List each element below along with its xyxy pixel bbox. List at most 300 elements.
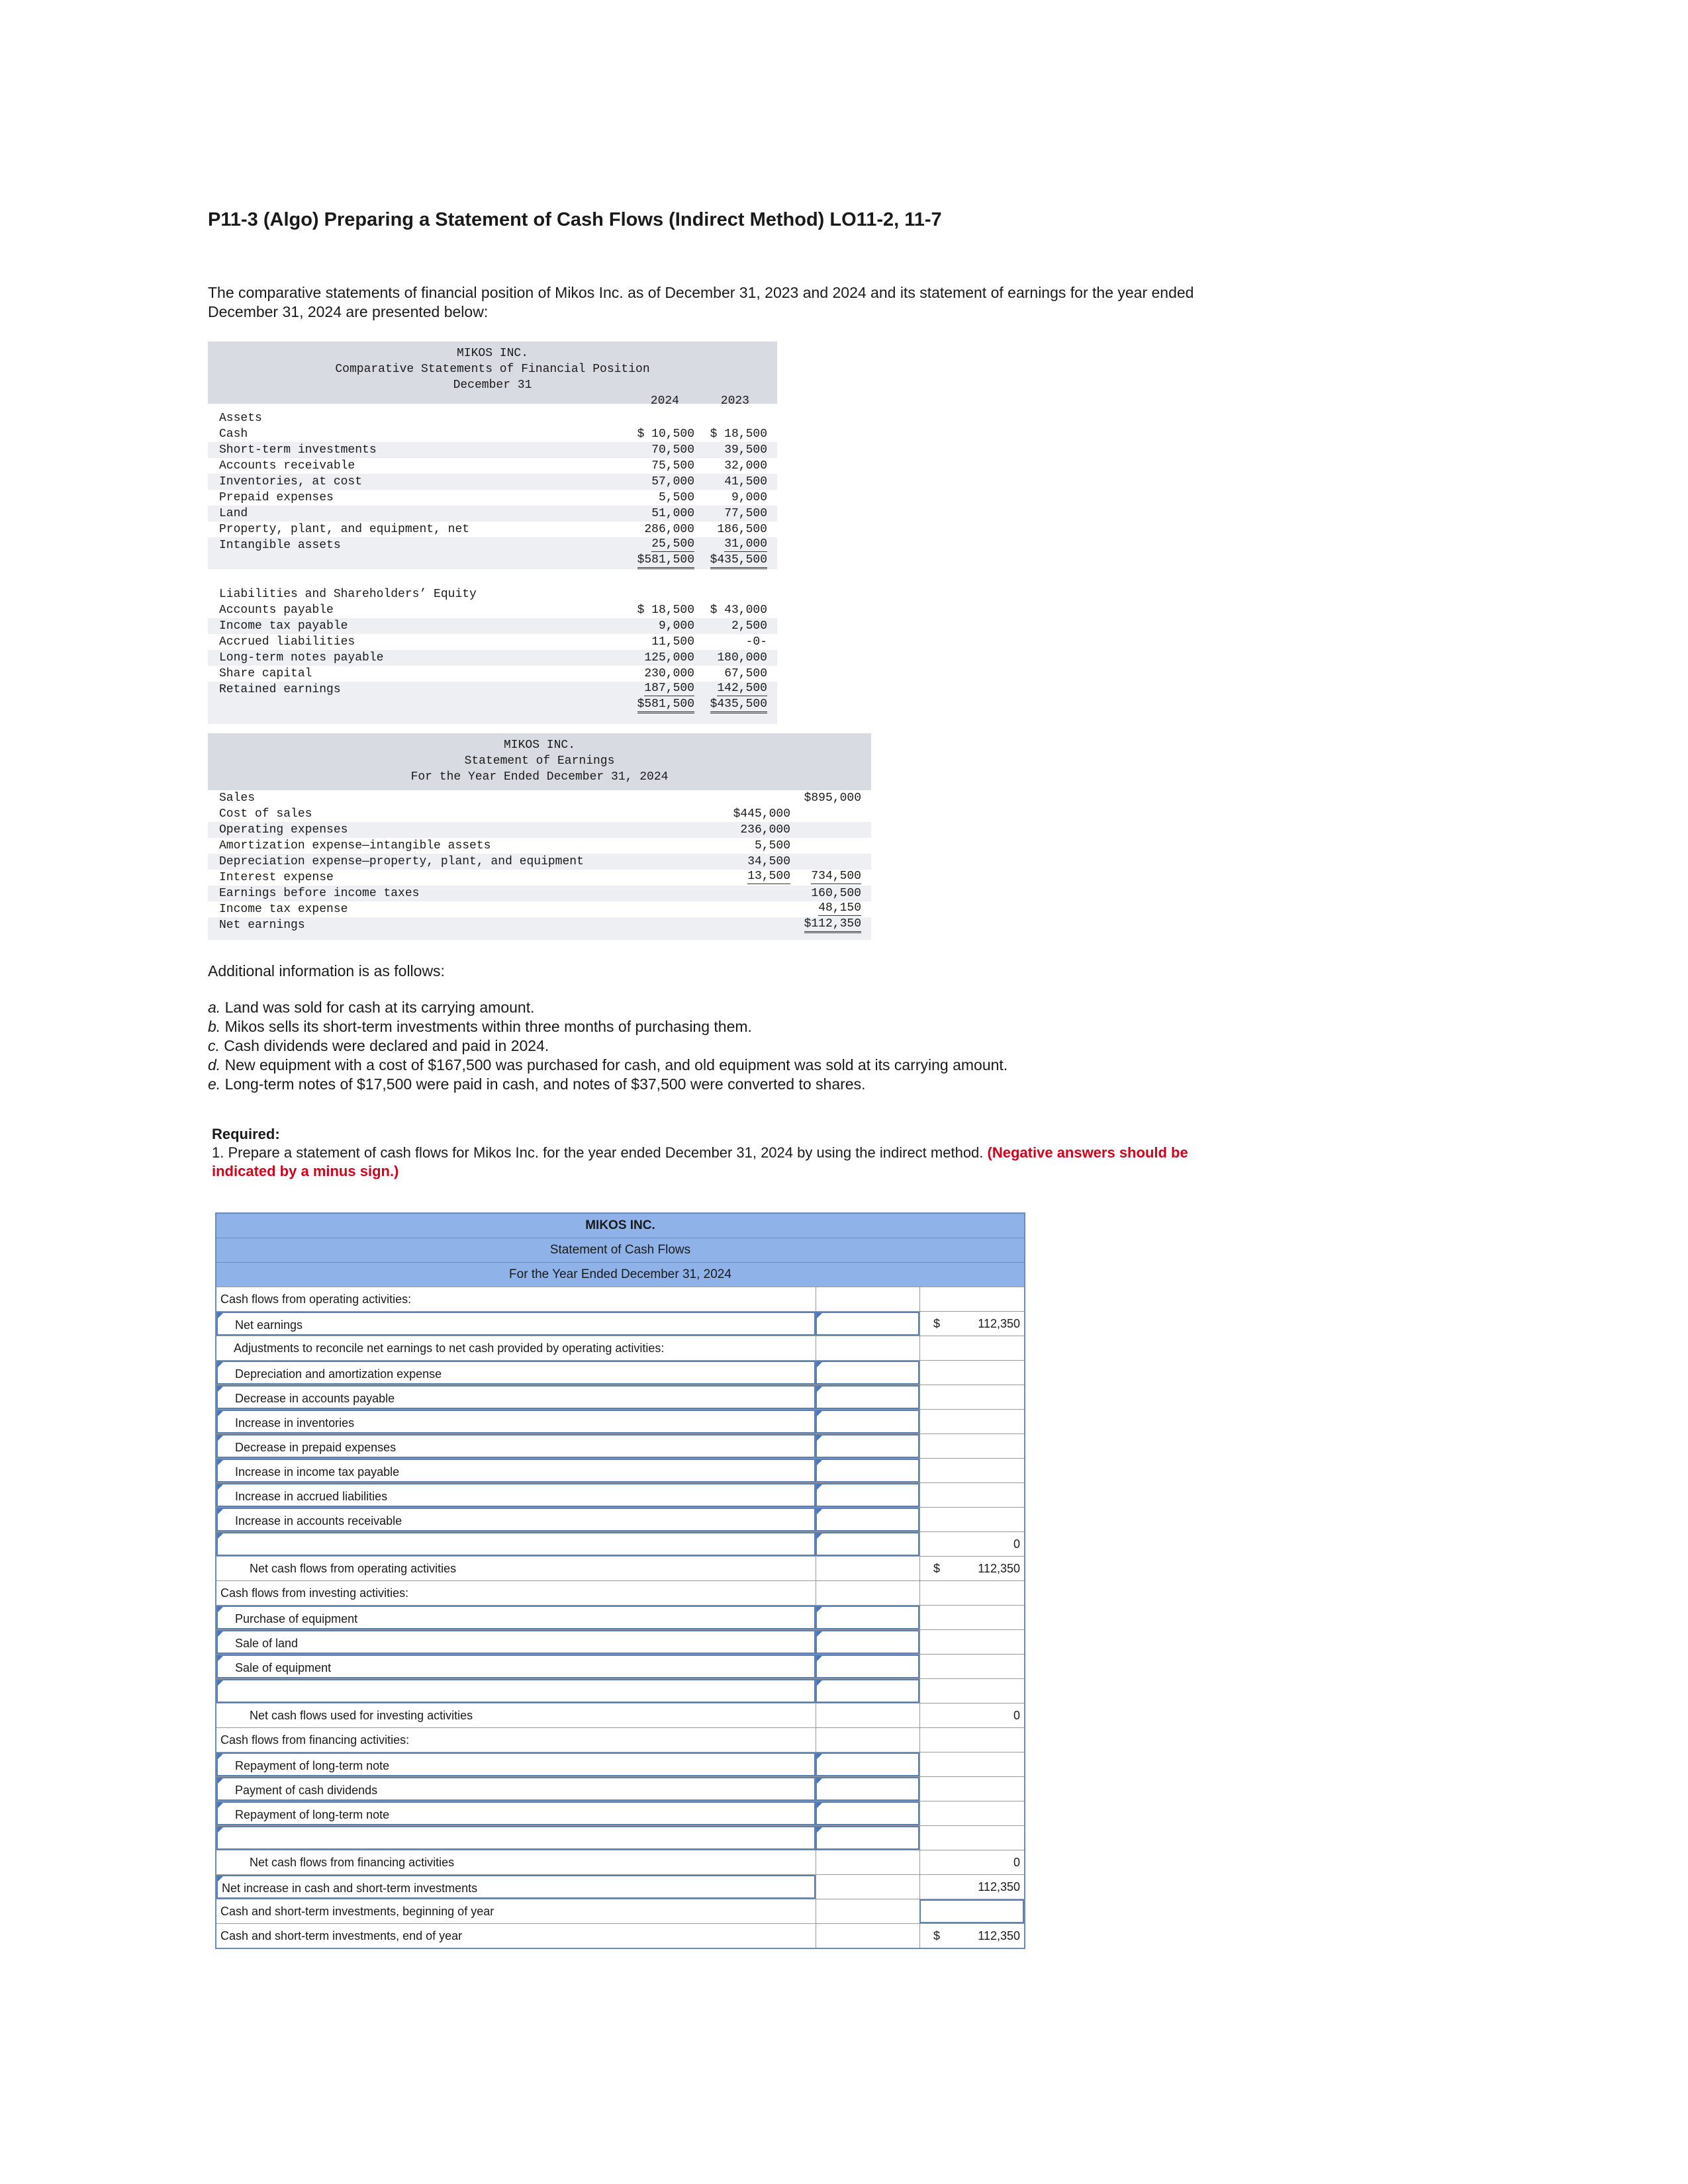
- row-label: [216, 1728, 816, 1752]
- amount-input[interactable]: [816, 1752, 919, 1776]
- asset-row: [208, 474, 777, 490]
- dropdown-marker-icon: [817, 1533, 822, 1539]
- dropdown-marker-icon: [817, 1754, 822, 1759]
- value-2024: 75,500: [651, 459, 694, 473]
- amount-input[interactable]: [816, 1777, 919, 1801]
- value-2023: 32,000: [724, 459, 767, 473]
- total-cell: [919, 1752, 1024, 1776]
- value-2024: 230,000: [644, 667, 694, 680]
- total-cell: [919, 1924, 1024, 1948]
- total-cell: [919, 1655, 1024, 1678]
- line-item-select[interactable]: [216, 1655, 816, 1678]
- row-label: [216, 1287, 816, 1311]
- dropdown-marker-icon: [218, 1680, 223, 1686]
- row-label: Cost of sales: [219, 807, 312, 821]
- value-2024: 70,500: [651, 443, 694, 457]
- row-label: Sales: [219, 792, 256, 805]
- fin-heading-row: [216, 1727, 1024, 1752]
- additional-item: [208, 1036, 1008, 1056]
- additional-info-list: [208, 998, 1008, 1094]
- row-label: Depreciation expense—property, plant, and equipment: [219, 855, 584, 868]
- row-label-text: Cash and short-term investments, beginning of year: [220, 1905, 494, 1918]
- dropdown-marker-icon: [817, 1607, 822, 1612]
- row-label-text: Increase in income tax payable: [235, 1465, 400, 1479]
- additional-item: [208, 1075, 1008, 1094]
- row-label-text: Net increase in cash and short-term investments: [222, 1882, 478, 1895]
- value-2023: $ 43,000: [710, 604, 767, 617]
- dropdown-marker-icon: [817, 1313, 822, 1318]
- line-item-select[interactable]: [216, 1679, 816, 1703]
- amount-input[interactable]: [816, 1630, 919, 1654]
- total-amount: $112,350: [804, 917, 861, 933]
- item-letter: b.: [208, 1018, 221, 1035]
- fin-blank-row: [216, 1825, 1024, 1850]
- row-label: Liabilities and Shareholders’ Equity: [219, 588, 477, 601]
- row-label: Intangible assets: [219, 539, 341, 552]
- op-item-row: [216, 1507, 1024, 1531]
- total-amount: 0: [1013, 1709, 1020, 1722]
- dropdown-marker-icon: [817, 1656, 822, 1661]
- total-cell: [919, 1312, 1024, 1336]
- dropdown-marker-icon: [218, 1460, 223, 1465]
- liabilities-total-row: [208, 698, 777, 713]
- total-amount: 734,500: [811, 870, 861, 883]
- statement-period: For the Year Ended December 31, 2024: [216, 1262, 1024, 1287]
- assets-heading: [208, 410, 777, 426]
- value-2024: 286,000: [644, 523, 694, 536]
- total-cell: [919, 1410, 1024, 1433]
- row-label-text: Cash flows from investing activities:: [220, 1586, 409, 1600]
- fin-item-row: [216, 1752, 1024, 1776]
- dollar-sign: $: [933, 1562, 941, 1575]
- required-note: (Negative answers should be indicated by a minus sign.): [212, 1144, 1188, 1179]
- row-label-text: Increase in accounts receivable: [235, 1514, 402, 1527]
- row-label-text: Payment of cash dividends: [235, 1784, 378, 1797]
- op-total-row: [216, 1556, 1024, 1580]
- statement-name: Statement of Cash Flows: [216, 1238, 1024, 1262]
- total-amount: 160,500: [811, 887, 861, 900]
- dropdown-marker-icon: [817, 1803, 822, 1808]
- detail-amount: 13,500: [747, 870, 790, 883]
- total-cell: [919, 1875, 1024, 1899]
- net-earnings-row: [208, 917, 871, 933]
- dropdown-marker-icon: [218, 1631, 223, 1637]
- liability-row: [208, 682, 777, 698]
- dropdown-marker-icon: [218, 1509, 223, 1514]
- total-amount: 0: [1013, 1856, 1020, 1869]
- cash-flow-worksheet: [215, 1212, 1025, 1949]
- financial-position-header: [208, 341, 777, 408]
- row-label: Net earnings: [219, 919, 305, 932]
- row-label-text: Decrease in prepaid expenses: [235, 1441, 397, 1454]
- asset-row: [208, 442, 777, 458]
- fin-item-row: [216, 1801, 1024, 1825]
- dropdown-marker-icon: [218, 1803, 223, 1808]
- line-item-select[interactable]: [216, 1777, 816, 1801]
- value-2023: 39,500: [724, 443, 767, 457]
- amount-cell: [816, 1287, 919, 1311]
- row-label: Inventories, at cost: [219, 475, 363, 488]
- row-label: [216, 1899, 816, 1923]
- item-text: Long-term notes of $17,500 were paid in cash, and notes of $37,500 were converted to shares.: [220, 1075, 866, 1093]
- liability-row: [208, 618, 777, 634]
- total-cell: [919, 1434, 1024, 1458]
- row-label-text: Sale of land: [235, 1637, 299, 1650]
- total-amount: 112,350: [978, 1880, 1020, 1893]
- detail-amount: 34,500: [747, 855, 790, 868]
- row-label-text: Adjustments to reconcile net earnings to net cash provided by operating activities:: [234, 1342, 665, 1355]
- row-label-text: Cash flows from financing activities:: [220, 1733, 410, 1747]
- earnings-header: [208, 733, 871, 790]
- liability-row: [208, 650, 777, 666]
- value-2023: $435,500: [710, 553, 767, 569]
- item-letter: e.: [208, 1075, 221, 1093]
- row-label: Accounts receivable: [219, 459, 355, 473]
- line-item-select[interactable]: [216, 1385, 816, 1409]
- dropdown-marker-icon: [218, 1533, 223, 1539]
- dropdown-marker-icon: [218, 1362, 223, 1367]
- company-name: MIKOS INC.: [503, 739, 576, 752]
- total-cell: [919, 1801, 1024, 1825]
- row-label: Amortization expense—intangible assets: [219, 839, 491, 852]
- total-amount: 112,350: [978, 1929, 1020, 1942]
- dropdown-marker-icon: [817, 1680, 822, 1686]
- line-item-select[interactable]: [216, 1410, 816, 1433]
- inv-item-row: [216, 1605, 1024, 1629]
- row-label: Cash: [219, 428, 248, 441]
- value-2023: 9,000: [731, 491, 767, 504]
- row-label-text: Increase in inventories: [235, 1416, 355, 1430]
- value-2024: $581,500: [637, 553, 694, 569]
- additional-heading: Additional information is as follows:: [208, 962, 445, 979]
- line-item-select[interactable]: [216, 1508, 816, 1531]
- line-item-select[interactable]: [216, 1312, 816, 1336]
- additional-item: [208, 998, 1008, 1017]
- total-cell: [919, 1508, 1024, 1531]
- value-2024: 11,500: [651, 635, 694, 649]
- expense-row: [208, 838, 871, 854]
- asset-row: [208, 490, 777, 506]
- dropdown-marker-icon: [817, 1411, 822, 1416]
- total-cell: [919, 1581, 1024, 1605]
- asset-row: [208, 458, 777, 474]
- dropdown-marker-icon: [817, 1460, 822, 1465]
- total-cell: [919, 1826, 1024, 1850]
- amount-cell: [816, 1875, 919, 1899]
- row-label-text: Net cash flows from financing activities: [250, 1856, 455, 1869]
- line-item-select[interactable]: [216, 1801, 816, 1825]
- row-label: Operating expenses: [219, 823, 348, 837]
- dropdown-marker-icon: [218, 1656, 223, 1661]
- op-item-row: [216, 1409, 1024, 1433]
- statement-period: For the Year Ended December 31, 2024: [410, 770, 669, 784]
- row-label: [216, 1581, 816, 1605]
- amount-input[interactable]: [816, 1606, 919, 1629]
- financial-position-statement: [208, 341, 777, 724]
- row-label-text: Depreciation and amortization expense: [235, 1367, 442, 1381]
- amount-cell: [816, 1850, 919, 1874]
- total-amount: 112,350: [978, 1317, 1020, 1330]
- row-label: Retained earnings: [219, 683, 341, 696]
- row-label-text: Net cash flows from operating activities: [250, 1562, 457, 1575]
- item-text: Mikos sells its short-term investments within three months of purchasing them.: [220, 1018, 752, 1035]
- amount-cell: [816, 1581, 919, 1605]
- dollar-sign: $: [933, 1929, 941, 1942]
- value-2023: 41,500: [724, 475, 767, 488]
- op-heading-row: [216, 1287, 1024, 1311]
- inv-item-row: [216, 1629, 1024, 1654]
- value-2023: $435,500: [710, 698, 767, 713]
- value-2024: 125,000: [644, 651, 694, 664]
- dropdown-marker-icon: [817, 1435, 822, 1441]
- sales-row: [208, 790, 871, 806]
- liability-row: [208, 634, 777, 650]
- op-item-row: [216, 1360, 1024, 1385]
- item-letter: a.: [208, 999, 221, 1016]
- total-cell: [919, 1850, 1024, 1874]
- line-item-select[interactable]: [216, 1434, 816, 1458]
- amount-input[interactable]: [816, 1508, 919, 1531]
- expense-row: [208, 806, 871, 822]
- total-cell: [919, 1459, 1024, 1482]
- amount-input[interactable]: [816, 1434, 919, 1458]
- total-amount: $895,000: [804, 792, 861, 805]
- amount-input[interactable]: [816, 1312, 919, 1336]
- total-cell: [919, 1728, 1024, 1752]
- row-label: [216, 1850, 816, 1874]
- required-section: [212, 1125, 1205, 1181]
- row-label-text: Cash flows from operating activities:: [220, 1293, 412, 1306]
- asset-row: [208, 426, 777, 442]
- line-item-select[interactable]: [216, 1361, 816, 1385]
- dropdown-marker-icon: [817, 1509, 822, 1514]
- amount-input[interactable]: [816, 1801, 919, 1825]
- item-text: Land was sold for cash at its carrying amount.: [220, 999, 535, 1016]
- value-2023: $ 18,500: [710, 428, 767, 441]
- line-item-select[interactable]: [216, 1483, 816, 1507]
- required-text: 1. Prepare a statement of cash flows for Mikos Inc. for the year ended December 31, 2024 by using the indirect method.: [212, 1144, 988, 1161]
- row-label: Interest expense: [219, 871, 334, 884]
- value-2024: 9,000: [658, 619, 694, 633]
- amount-input[interactable]: [816, 1679, 919, 1703]
- total-cell: [919, 1287, 1024, 1311]
- amount-input[interactable]: [816, 1826, 919, 1850]
- amount-cell: [816, 1728, 919, 1752]
- ending-cash-row: [216, 1923, 1024, 1948]
- statement-date: December 31: [453, 379, 532, 392]
- year-2024: 2024: [650, 394, 679, 408]
- op-blank-row: [216, 1531, 1024, 1556]
- net-increase-row: [216, 1874, 1024, 1899]
- line-item-select[interactable]: [216, 1752, 816, 1776]
- liabilities-heading: [208, 586, 777, 602]
- op-item-row: [216, 1385, 1024, 1409]
- row-label-text: Repayment of long-term note: [235, 1808, 390, 1821]
- ebt-row: [208, 886, 871, 901]
- row-label: Accrued liabilities: [219, 635, 355, 649]
- item-text: New equipment with a cost of $167,500 was purchased for cash, and old equipment was sold at its carrying amount.: [220, 1056, 1008, 1073]
- value-2023: 180,000: [717, 651, 767, 664]
- amount-input[interactable]: [816, 1483, 919, 1507]
- dropdown-marker-icon: [817, 1631, 822, 1637]
- cash-flow-header: [216, 1214, 1024, 1287]
- dollar-sign: $: [933, 1317, 941, 1330]
- inv-item-row: [216, 1654, 1024, 1678]
- total-cell: [919, 1630, 1024, 1654]
- total-input[interactable]: [919, 1899, 1024, 1923]
- dropdown-marker-icon: [817, 1362, 822, 1367]
- row-label: Income tax payable: [219, 619, 348, 633]
- line-item-select[interactable]: [216, 1826, 816, 1850]
- row-label: Short-term investments: [219, 443, 377, 457]
- row-label: Share capital: [219, 667, 312, 680]
- beginning-cash-row: [216, 1899, 1024, 1923]
- row-label-text: Net cash flows used for investing activities: [250, 1709, 473, 1722]
- fin-total-row: [216, 1850, 1024, 1874]
- row-label: Property, plant, and equipment, net: [219, 523, 470, 536]
- op-item-row: [216, 1433, 1024, 1458]
- dropdown-marker-icon: [817, 1484, 822, 1490]
- line-item-select[interactable]: [216, 1459, 816, 1482]
- value-2023: 77,500: [724, 507, 767, 520]
- expense-row: [208, 870, 871, 886]
- row-label-text: Decrease in accounts payable: [235, 1392, 395, 1405]
- row-label: Income tax expense: [219, 903, 348, 916]
- item-letter: d.: [208, 1056, 221, 1073]
- amount-cell: [816, 1336, 919, 1360]
- dropdown-marker-icon: [218, 1435, 223, 1441]
- value-2024: $581,500: [637, 698, 694, 713]
- dropdown-marker-icon: [817, 1387, 822, 1392]
- row-label-text: Increase in accrued liabilities: [235, 1490, 388, 1503]
- expense-row: [208, 854, 871, 870]
- line-item-select[interactable]: [216, 1875, 816, 1899]
- op-item-row: [216, 1458, 1024, 1482]
- item-text: Cash dividends were declared and paid in 2024.: [219, 1037, 549, 1054]
- amount-input[interactable]: [816, 1459, 919, 1482]
- asset-row: [208, 522, 777, 537]
- value-2024: $ 18,500: [637, 604, 694, 617]
- expense-row: [208, 822, 871, 838]
- additional-item: [208, 1017, 1008, 1036]
- value-2024: 25,500: [651, 537, 694, 551]
- value-2024: 57,000: [651, 475, 694, 488]
- detail-amount: $445,000: [733, 807, 790, 821]
- inv-heading-row: [216, 1580, 1024, 1605]
- statement-name: Comparative Statements of Financial Position: [335, 363, 650, 376]
- row-label: Land: [219, 507, 248, 520]
- net-earnings-row: [216, 1311, 1024, 1336]
- row-label-text: Net earnings: [235, 1318, 303, 1332]
- liability-row: [208, 602, 777, 618]
- value-2023: 2,500: [731, 619, 767, 633]
- total-amount: 48,150: [818, 901, 861, 915]
- total-cell: [919, 1777, 1024, 1801]
- amount-input[interactable]: [816, 1532, 919, 1556]
- earnings-statement: [208, 733, 871, 940]
- total-cell: [919, 1704, 1024, 1727]
- required-heading: Required:: [212, 1126, 280, 1142]
- year-2023: 2023: [720, 394, 749, 408]
- value-2024: 5,500: [658, 491, 694, 504]
- value-2024: $ 10,500: [637, 428, 694, 441]
- amount-cell: [816, 1924, 919, 1948]
- page-title: P11-3 (Algo) Preparing a Statement of Cash Flows (Indirect Method) LO11-2, 11-7: [208, 209, 942, 230]
- row-label-text: Sale of equipment: [235, 1661, 332, 1674]
- amount-input[interactable]: [816, 1410, 919, 1433]
- value-2024: 187,500: [644, 682, 694, 695]
- assets-total-row: [208, 553, 777, 569]
- row-label: [216, 1336, 816, 1360]
- dropdown-marker-icon: [218, 1827, 223, 1833]
- total-cell: [919, 1532, 1024, 1556]
- amount-cell: [816, 1704, 919, 1727]
- inv-total-row: [216, 1703, 1024, 1727]
- additional-item: [208, 1056, 1008, 1075]
- amount-input[interactable]: [816, 1361, 919, 1385]
- dropdown-marker-icon: [218, 1607, 223, 1612]
- item-letter: c.: [208, 1037, 220, 1054]
- total-cell: [919, 1557, 1024, 1580]
- value-2024: 51,000: [651, 507, 694, 520]
- amount-input[interactable]: [816, 1385, 919, 1409]
- value-2023: 186,500: [717, 523, 767, 536]
- row-label-text: Cash and short-term investments, end of year: [220, 1929, 463, 1942]
- total-cell: [919, 1606, 1024, 1629]
- dropdown-marker-icon: [218, 1876, 223, 1882]
- detail-amount: 236,000: [740, 823, 790, 837]
- total-cell: [919, 1483, 1024, 1507]
- statement-name: Statement of Earnings: [464, 754, 615, 768]
- total-cell: [919, 1361, 1024, 1385]
- total-amount: 112,350: [978, 1562, 1020, 1575]
- dropdown-marker-icon: [218, 1387, 223, 1392]
- row-label: [216, 1557, 816, 1580]
- amount-input[interactable]: [816, 1655, 919, 1678]
- dropdown-marker-icon: [218, 1411, 223, 1416]
- adjustments-row: [216, 1336, 1024, 1360]
- asset-row: [208, 537, 777, 553]
- row-label-text: Purchase of equipment: [235, 1612, 358, 1625]
- row-label: Assets: [219, 412, 262, 425]
- value-2023: 31,000: [724, 537, 767, 551]
- total-cell: [919, 1336, 1024, 1360]
- row-label: Long-term notes payable: [219, 651, 384, 664]
- fin-item-row: [216, 1776, 1024, 1801]
- row-label: [216, 1924, 816, 1948]
- dropdown-marker-icon: [218, 1754, 223, 1759]
- amount-cell: [816, 1557, 919, 1580]
- row-label: [216, 1704, 816, 1727]
- detail-amount: 5,500: [754, 839, 790, 852]
- tax-row: [208, 901, 871, 917]
- company-name: MIKOS INC.: [585, 1218, 655, 1232]
- intro-text: The comparative statements of financial position of Mikos Inc. as of December 31, 2023 and 2024 and its statement of earnings for the year ended December 31, 2024 are presented below:: [208, 284, 1194, 320]
- row-label: Accounts payable: [219, 604, 334, 617]
- line-item-select[interactable]: [216, 1630, 816, 1654]
- value-2023: 67,500: [724, 667, 767, 680]
- line-item-select[interactable]: [216, 1606, 816, 1629]
- dropdown-marker-icon: [218, 1313, 223, 1318]
- dropdown-marker-icon: [817, 1827, 822, 1833]
- row-label: Earnings before income taxes: [219, 887, 420, 900]
- amount-cell: [816, 1899, 919, 1923]
- dropdown-marker-icon: [218, 1484, 223, 1490]
- row-label: Prepaid expenses: [219, 491, 334, 504]
- company-name: MIKOS INC.: [456, 347, 529, 360]
- line-item-select[interactable]: [216, 1532, 816, 1556]
- total-cell: [919, 1679, 1024, 1703]
